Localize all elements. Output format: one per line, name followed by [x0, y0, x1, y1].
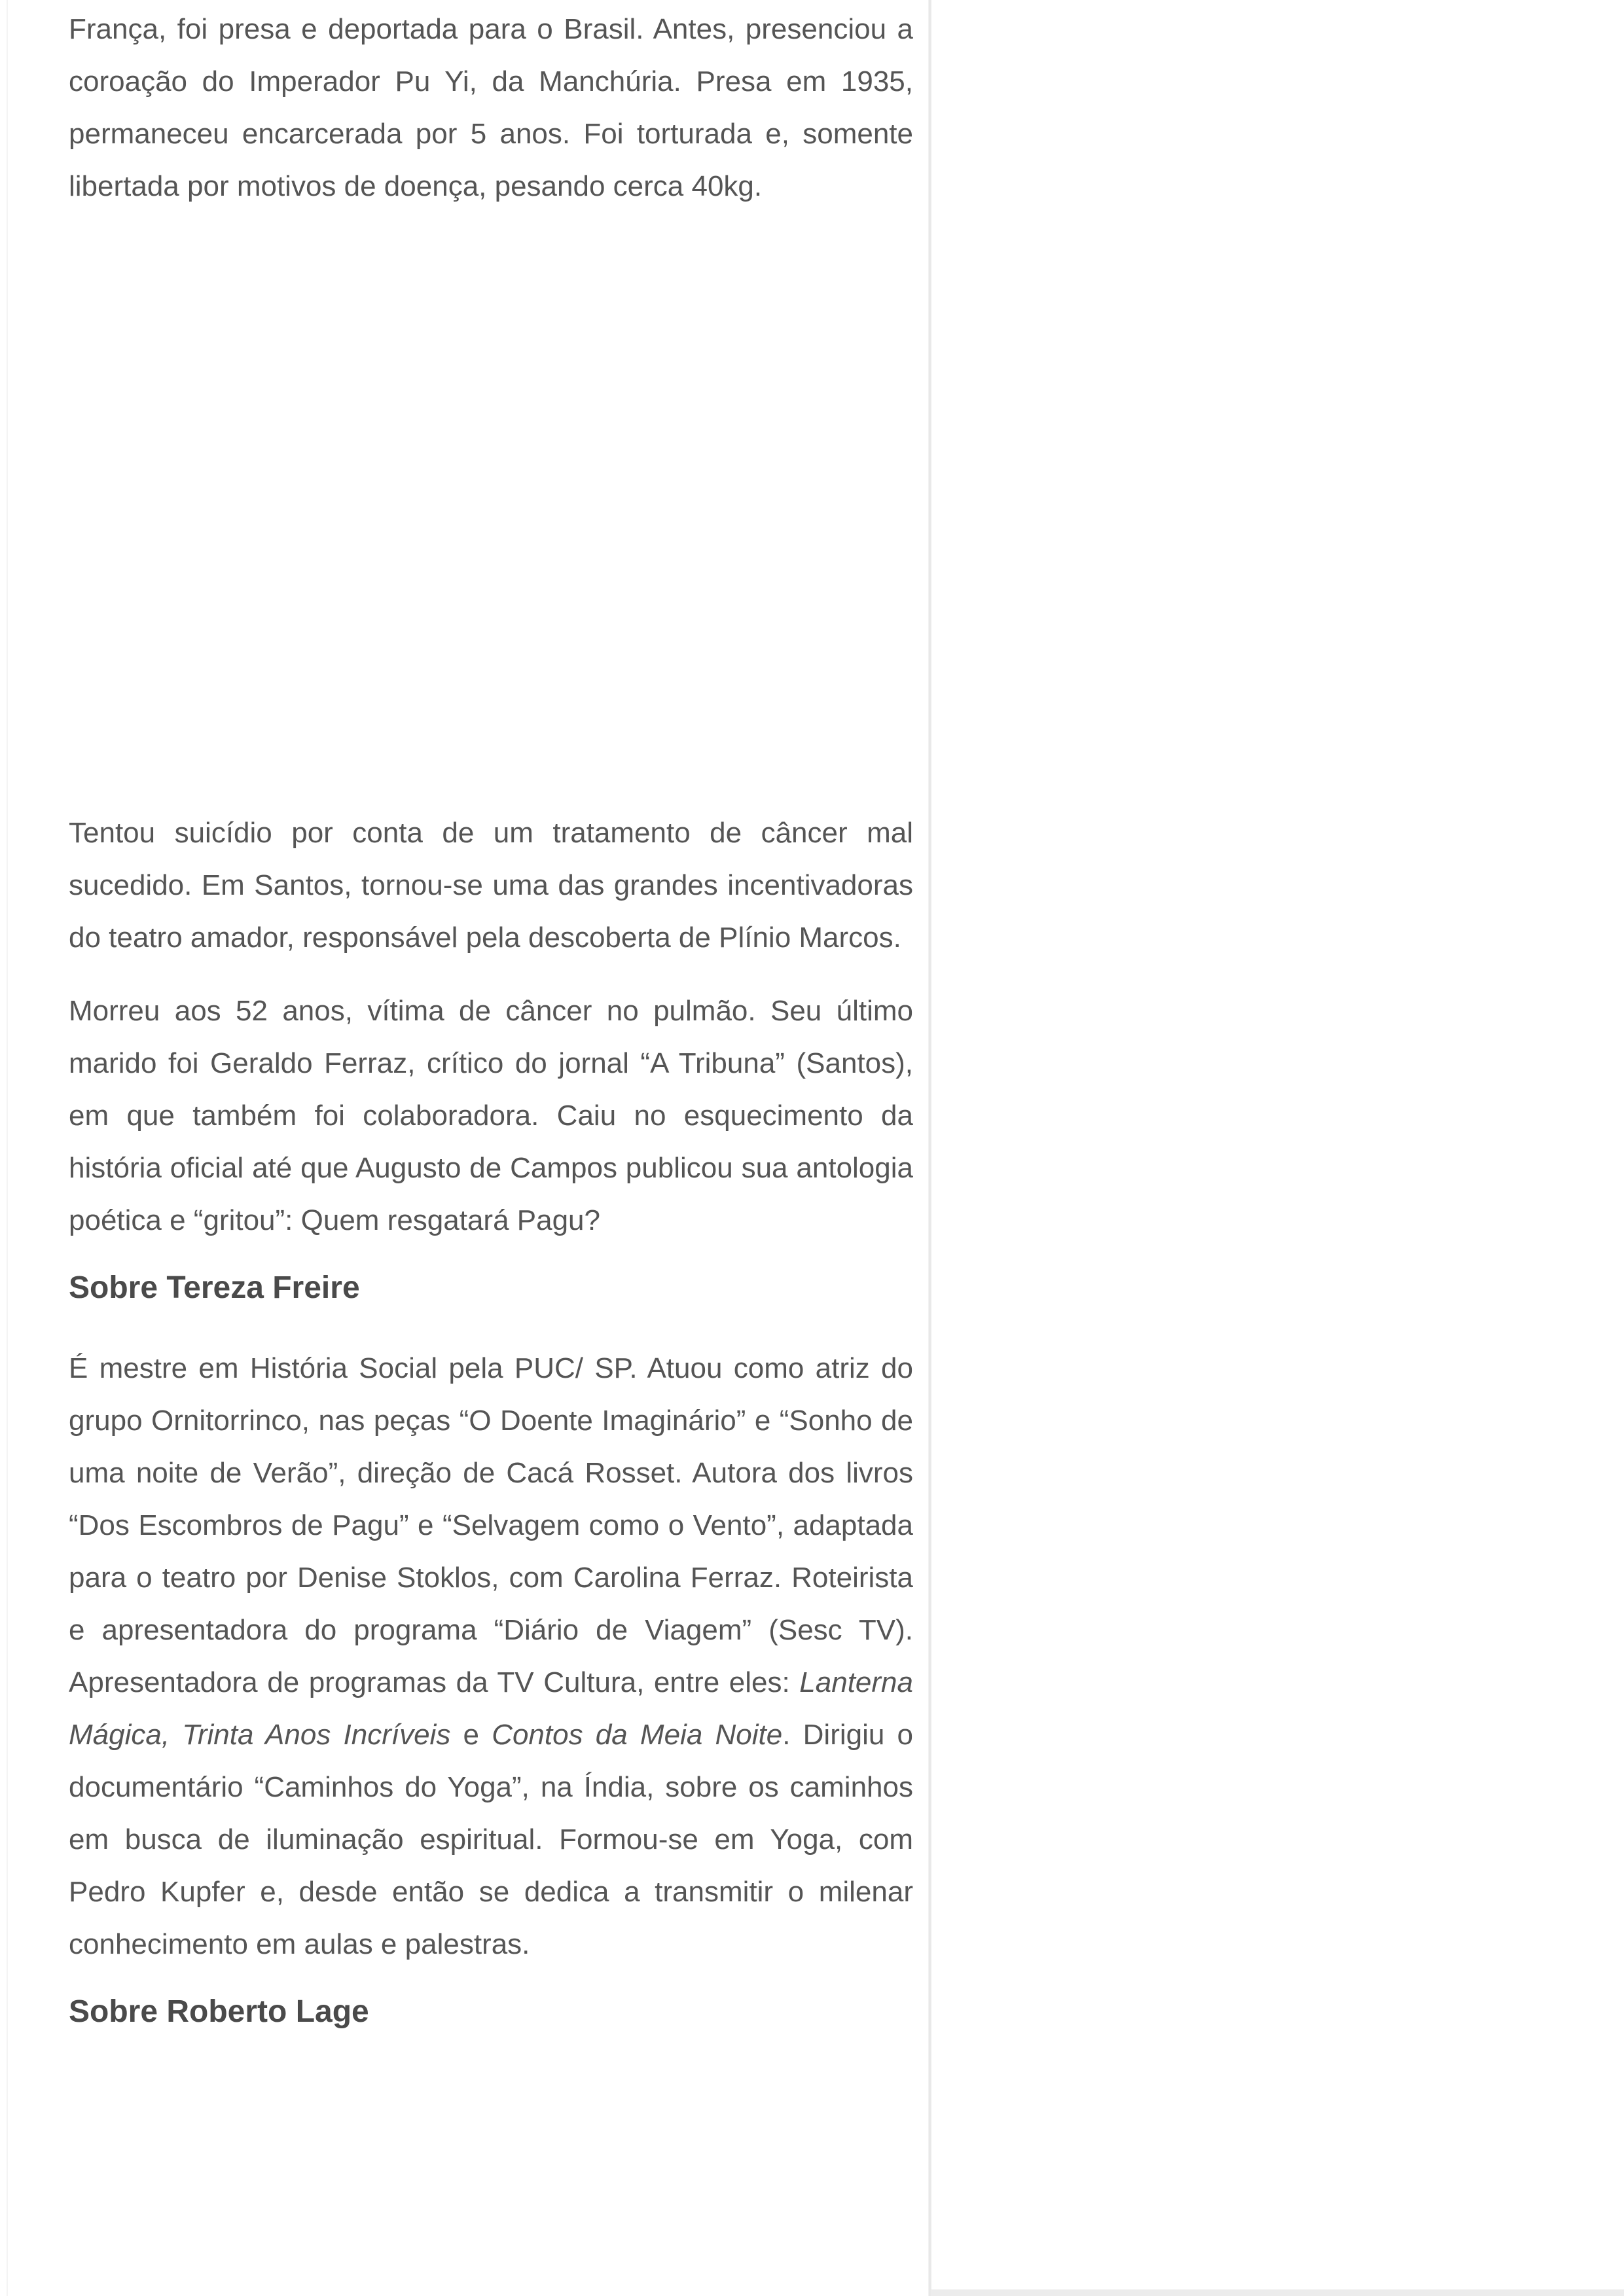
embed-placeholder	[69, 234, 913, 786]
tereza-bio-run-2: e	[450, 1719, 492, 1751]
heading-sobre-tereza-freire: Sobre Tereza Freire	[69, 1270, 360, 1305]
article-column	[69, 3, 913, 2066]
paragraph-pagu-bio-2: Tentou suicídio por conta de um tratamento de câncer mal sucedido. Em Santos, tornou-se uma das grandes incentivadoras do teatro amador, responsável pela descoberta de Plínio Marcos.	[69, 817, 913, 954]
heading-sobre-roberto-lage: Sobre Roberto Lage	[69, 1994, 369, 2029]
tereza-bio-run-3: . Dirigiu o documentário “Caminhos do Yoga”, na Índia, sobre os caminhos em busca de iluminação espiritual. Formou-se em Yoga, com Pedro Kupfer e, desde então se dedica a transmitir o milenar conhecimento em aulas e palestras.	[69, 1719, 913, 1960]
content-left-edge-line	[7, 0, 8, 2296]
paragraph-pagu-bio-3: Morreu aos 52 anos, vítima de câncer no pulmão. Seu último marido foi Geraldo Ferraz, crítico do jornal “A Tribuna” (Santos), em que também foi colaboradora. Caiu no esquecimento da história oficial até que Augusto de Campos publicou sua antologia poética e “gritou”: Quem resgatará Pagu?	[69, 995, 913, 1236]
paragraph-tereza-bio	[69, 1342, 913, 1971]
bottom-right-strip	[931, 2289, 1624, 2296]
tereza-bio-run-1: É mestre em História Social pela PUC/ SP. Atuou como atriz do grupo Ornitorrinco, nas peças “O Doente Imaginário” e “Sonho de uma noite de Verão”, direção de Cacá Rosset. Autora dos livros “Dos Escombros de Pagu” e “Selvagem como o Vento”, adaptada para o teatro por Denise Stoklos, com Carolina Ferraz. Roteirista e apresentadora do programa “Diário de Viagem” (Sesc TV). Apresentadora de programas da TV Cultura, entre eles:	[69, 1352, 913, 1698]
paragraph-pagu-bio-1: França, foi presa e deportada para o Brasil. Antes, presenciou a coroação do Imperador Pu Yi, da Manchúria. Presa em 1935, permaneceu encarcerada por 5 anos. Foi torturada e, somente libertada por motivos de doença, pesando cerca 40kg.	[69, 13, 913, 202]
content-divider-line	[928, 0, 931, 2296]
tereza-bio-run-italic-1: Lanterna Mágica, Trinta Anos Incríveis	[69, 1666, 913, 1751]
tereza-bio-run-italic-2: Contos da Meia Noite	[492, 1719, 783, 1751]
